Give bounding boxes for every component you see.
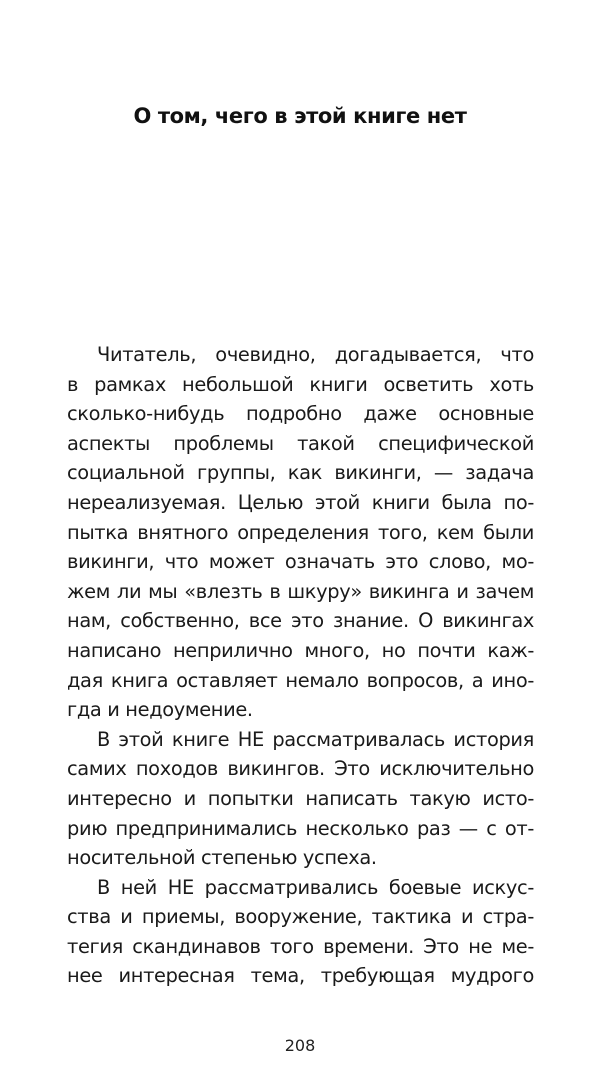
text-line: носительной степенью успеха. (67, 846, 377, 870)
text-line: аспекты проблемы такой специфической (67, 431, 534, 455)
text-line: рию предпринимались несколько раз — с от- (67, 816, 534, 840)
text-line: в рамках небольшой книги осветить хоть (67, 372, 534, 396)
text-line: викинги, что может означать это слово, мо- (67, 550, 534, 574)
text-line: пытка внятного определения того, кем были (67, 520, 534, 544)
chapter-body (67, 340, 534, 991)
page-number: 208 (284, 1036, 316, 1055)
paragraph (67, 340, 534, 725)
text-line: Читатель, очевидно, догадывается, что (97, 343, 534, 366)
text-line: гда и недоумение. (67, 698, 253, 722)
text-line: тегия скандинавов того времени. Это не ме- (67, 934, 534, 958)
text-line: сколько-нибудь подробно даже основные (67, 402, 534, 426)
paragraph (67, 725, 534, 873)
text-line: В этой книге НЕ рассматривалась история (97, 727, 534, 751)
text-line: нее интересная тема, требующая мудрого (67, 964, 534, 988)
text-line: жем ли мы «влезть в шкуру» викинга и зачем (67, 579, 534, 603)
text-line: дая книга оставляет немало вопросов, а ино- (67, 668, 534, 692)
text-line: ства и приемы, вооружение, тактика и стра- (67, 905, 534, 929)
chapter-title: О том, чего в этой книге нет (133, 104, 467, 128)
text-line: нам, собственно, все это знание. О викингах (67, 609, 534, 633)
text-line: В ней НЕ рассматривались боевые искус- (97, 875, 534, 899)
paragraph (67, 873, 534, 991)
text-line: самих походов викингов. Это исключительно (67, 757, 534, 781)
text-line: интересно и попытки написать такую исто- (67, 786, 534, 810)
text-line: нереализуемая. Целью этой книги была по- (67, 490, 534, 514)
text-line: социальной группы, как викинги, — задача (67, 461, 534, 485)
text-line: написано неприлично много, но почти каж- (67, 638, 534, 662)
